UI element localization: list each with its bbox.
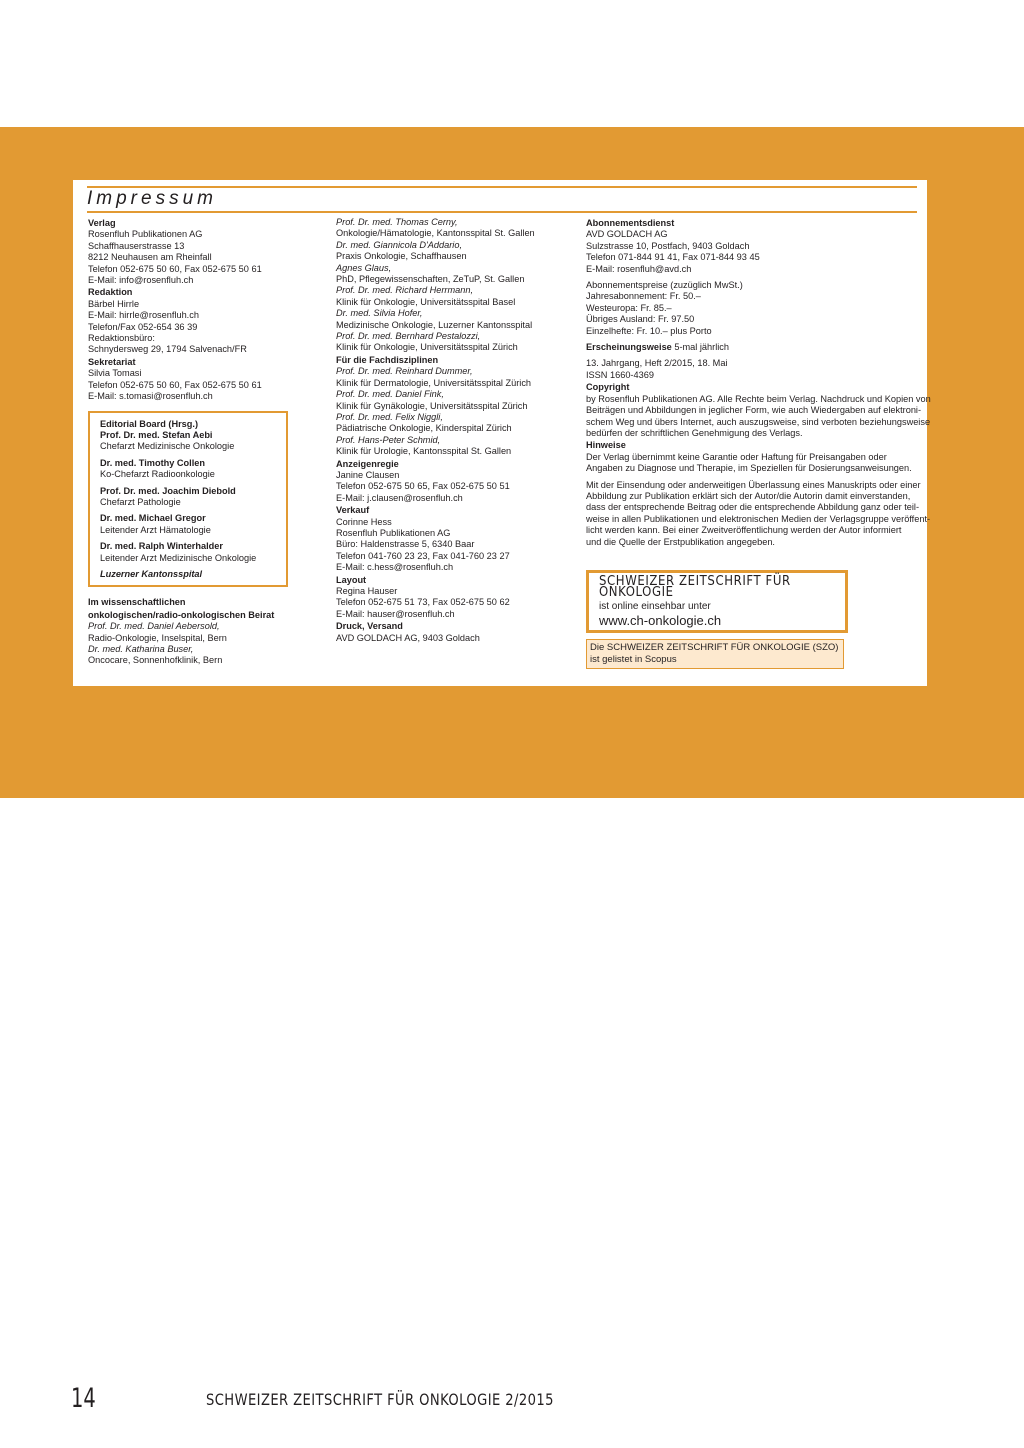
section-heading: Für die Fachdisziplinen bbox=[336, 354, 439, 365]
board-member-name: Prof. Dr. med. Joachim Diebold bbox=[100, 485, 236, 496]
section-heading: Anzeigenregie bbox=[336, 458, 399, 469]
person-name: Prof. Dr. med. Daniel Aebersold, bbox=[88, 621, 220, 632]
person-name: Dr. med. Katharina Buser, bbox=[88, 644, 194, 654]
person-name: Dr. med. Silvia Hofer, bbox=[336, 308, 423, 319]
person-name: Dr. med. Giannicola D'Addario, bbox=[336, 239, 463, 250]
board-member bbox=[100, 430, 276, 453]
impressum-title: Impressum bbox=[87, 188, 217, 209]
info-line: Klinik für Dermatologie, Universitätsspital Zürich bbox=[336, 377, 532, 388]
info-line: E-Mail: j.clausen@rosenfluh.ch bbox=[336, 492, 463, 503]
scopus-line-2: ist gelistet in Scopus bbox=[590, 653, 677, 665]
info-line: Angaben zu Diagnose und Therapie, im Speziellen für Dosierungsanweisungen. bbox=[586, 463, 912, 474]
section-heading: Redaktion bbox=[88, 287, 133, 298]
column-middle bbox=[336, 217, 571, 644]
section-heading: Druck, Versand bbox=[336, 621, 403, 632]
info-line: E-Mail: rosenfluh@avd.ch bbox=[586, 263, 692, 274]
info-line: Pädiatrische Onkologie, Kinderspital Zürich bbox=[336, 423, 512, 434]
info-line: Sulzstrasse 10, Postfach, 9403 Goldach bbox=[586, 240, 750, 251]
info-line: Corinne Hess bbox=[336, 516, 392, 527]
section-heading: Verkauf bbox=[336, 505, 370, 516]
board-member bbox=[100, 513, 276, 536]
info-line: Klinik für Gynäkologie, Universitätsspital Zürich bbox=[336, 400, 528, 411]
board-member-role: Leitender Arzt Hämatologie bbox=[100, 524, 211, 535]
info-line: Klinik für Onkologie, Universitätsspital Basel bbox=[336, 296, 516, 307]
info-line: Telefon 041-760 23 23, Fax 041-760 23 27 bbox=[336, 550, 510, 561]
person-name: Prof. Dr. med. Richard Herrmann, bbox=[336, 285, 474, 296]
section-heading: Erscheinungsweise bbox=[586, 342, 672, 353]
info-line: Jahresabonnement: Fr. 50.– bbox=[586, 291, 701, 302]
info-line: by Rosenfluh Publikationen AG. Alle Rechte beim Verlag. Nachdruck und Kopien von bbox=[586, 393, 931, 404]
board-member-role: Ko-Chefarzt Radioonkologie bbox=[100, 469, 215, 480]
board-member-name: Prof. Dr. med. Stefan Aebi bbox=[100, 429, 213, 440]
info-line: Praxis Onkologie, Schaffhausen bbox=[336, 251, 467, 262]
info-line: Büro: Haldenstrasse 5, 6340 Baar bbox=[336, 539, 475, 550]
info-line: E-Mail: hauser@rosenfluh.ch bbox=[336, 608, 455, 619]
running-title: SCHWEIZER ZEITSCHRIFT FÜR ONKOLOGIE 2/2015 bbox=[206, 1390, 554, 1409]
person-name: Prof. Dr. med. Daniel Fink, bbox=[336, 389, 444, 400]
column-left bbox=[88, 217, 318, 667]
person-name: Agnes Glaus, bbox=[336, 262, 392, 273]
board-member-name: Dr. med. Ralph Winterhalder bbox=[100, 541, 223, 552]
board-member-name: Dr. med. Michael Gregor bbox=[100, 513, 206, 524]
info-line: Bärbel Hirrle bbox=[88, 298, 140, 309]
person-name: Prof. Dr. med. Bernhard Pestalozzi, bbox=[336, 331, 481, 342]
scopus-line-1: Die SCHWEIZER ZEITSCHRIFT FÜR ONKOLOGIE (SZO) bbox=[590, 641, 839, 653]
info-line: Regina Hauser bbox=[336, 586, 398, 596]
info-line: Rosenfluh Publikationen AG bbox=[336, 527, 451, 538]
section-heading: Verlag bbox=[88, 218, 116, 228]
info-line: Telefon 052-675 50 65, Fax 052-675 50 51 bbox=[336, 481, 510, 492]
info-line: weise in allen Publikationen und elektronischen Medien der Verlagsgruppe veröffent- bbox=[586, 513, 931, 524]
title-rule bbox=[87, 211, 917, 213]
board-member-role: Chefarzt Medizinische Onkologie bbox=[100, 441, 235, 452]
info-line: 13. Jahrgang, Heft 2/2015, 18. Mai bbox=[586, 358, 728, 369]
info-line: Abbildung zur Publikation erklärt sich der Autor/die Autorin damit einverstanden, bbox=[586, 490, 911, 501]
info-line: Telefon/Fax 052-654 36 39 bbox=[88, 321, 198, 332]
info-line: AVD GOLDACH AG, 9403 Goldach bbox=[336, 632, 480, 643]
board-member-role: Leitender Arzt Medizinische Onkologie bbox=[100, 552, 257, 563]
column-right bbox=[586, 217, 931, 669]
board-member bbox=[100, 486, 276, 509]
info-line: Oncocare, Sonnenhofklinik, Bern bbox=[88, 655, 223, 666]
info-line: Radio-Onkologie, Inselspital, Bern bbox=[88, 632, 227, 643]
info-line: Telefon 071-844 91 41, Fax 071-844 93 45 bbox=[586, 252, 760, 263]
info-line: 8212 Neuhausen am Rheinfall bbox=[88, 252, 212, 263]
board-member bbox=[100, 458, 276, 481]
info-line: PhD, Pflegewissenschaften, ZeTuP, St. Gallen bbox=[336, 274, 525, 285]
info-line: Westeuropa: Fr. 85.– bbox=[586, 302, 672, 313]
info-line: Klinik für Urologie, Kantonsspital St. Gallen bbox=[336, 446, 512, 457]
info-line: Schnydersweg 29, 1794 Salvenach/FR bbox=[88, 344, 247, 355]
info-line: Der Verlag übernimmt keine Garantie oder Haftung für Preisangaben oder bbox=[586, 451, 887, 462]
info-line: E-Mail: s.tomasi@rosenfluh.ch bbox=[88, 391, 213, 402]
board-member bbox=[100, 541, 276, 564]
info-line: AVD GOLDACH AG bbox=[586, 229, 668, 240]
info-line: Telefon 052-675 50 60, Fax 052-675 50 61 bbox=[88, 379, 262, 390]
info-line: Telefon 052-675 50 60, Fax 052-675 50 61 bbox=[88, 263, 262, 274]
board-member-role: Chefarzt Pathologie bbox=[100, 496, 181, 507]
online-note: ist online einsehbar unter bbox=[599, 600, 711, 612]
person-name: Prof. Hans-Peter Schmid, bbox=[336, 434, 441, 445]
editorial-board-box bbox=[88, 411, 288, 588]
info-line: Silvia Tomasi bbox=[88, 368, 142, 379]
info-line: Onkologie/Hämatologie, Kantonsspital St. Gallen bbox=[336, 228, 535, 239]
info-line: Rosenfluh Publikationen AG bbox=[88, 229, 203, 240]
info-line: Schaffhauserstrasse 13 bbox=[88, 240, 185, 251]
section-heading: Sekretariat bbox=[88, 356, 136, 367]
info-line: Einzelhefte: Fr. 10.– plus Porto bbox=[586, 325, 712, 336]
editorial-board-heading: Editorial Board (Hrsg.) bbox=[100, 418, 199, 429]
section-heading: Abonnementsdienst bbox=[586, 218, 675, 228]
info-line: Übriges Ausland: Fr. 97.50 bbox=[586, 314, 695, 325]
info-line: und die Quelle der Erstpublikation angegeben. bbox=[586, 536, 775, 547]
page-number: 14 bbox=[71, 1383, 96, 1414]
info-line: Redaktionsbüro: bbox=[88, 333, 155, 344]
info-line bbox=[586, 342, 926, 353]
board-member-name: Dr. med. Timothy Collen bbox=[100, 457, 205, 468]
section-heading: Layout bbox=[336, 574, 367, 585]
info-line: Medizinische Onkologie, Luzerner Kantonsspital bbox=[336, 319, 533, 330]
journal-name: SCHWEIZER ZEITSCHRIFT FÜR ONKOLOGIE bbox=[599, 573, 791, 601]
info-line: E-Mail: info@rosenfluh.ch bbox=[88, 275, 194, 286]
info-line: Abonnementspreise (zuzüglich MwSt.) bbox=[586, 280, 743, 291]
section-heading: Hinweise bbox=[586, 440, 626, 451]
info-line: E-Mail: hirrle@rosenfluh.ch bbox=[88, 310, 199, 321]
info-line: ISSN 1660-4369 bbox=[586, 369, 654, 380]
person-name: Prof. Dr. med. Felix Niggli, bbox=[336, 411, 443, 422]
info-line: bedürfen der schriftlichen Genehmigung des Verlags. bbox=[586, 427, 803, 438]
info-line: schem Weg und übers Internet, auch auszugsweise, sind verboten beziehungsweise bbox=[586, 416, 931, 427]
scopus-box bbox=[586, 639, 844, 669]
info-value: 5-mal jährlich bbox=[671, 342, 729, 353]
section-heading: onkologischen/radio-onkologischen Beirat bbox=[88, 609, 275, 620]
info-line: Beiträgen und Abbildungen in jeglicher Form, wie auch Wiedergaben auf elektroni- bbox=[586, 405, 922, 416]
journal-url-link[interactable]: www.ch-onkologie.ch bbox=[599, 613, 722, 629]
section-heading: Copyright bbox=[586, 382, 630, 393]
info-line: E-Mail: c.hess@rosenfluh.ch bbox=[336, 562, 454, 573]
info-line: licht werden kann. Bei einer Zweitveröffentlichung werden der Autor informiert bbox=[586, 525, 902, 536]
info-line: Janine Clausen bbox=[336, 469, 400, 480]
impressum-panel bbox=[73, 180, 931, 686]
editorial-board-footer: Luzerner Kantonsspital bbox=[100, 568, 203, 579]
online-box bbox=[586, 570, 848, 633]
info-line: Telefon 052-675 51 73, Fax 052-675 50 62 bbox=[336, 597, 510, 608]
info-line: dass der entsprechende Beitrag oder die entsprechende Abbildung ganz oder teil- bbox=[586, 502, 920, 513]
person-name: Prof. Dr. med. Thomas Cerny, bbox=[336, 217, 458, 227]
section-heading: Im wissenschaftlichen bbox=[88, 597, 186, 608]
info-line: Klinik für Onkologie, Universitätsspital Zürich bbox=[336, 342, 518, 353]
info-line: Mit der Einsendung oder anderweitigen Überlassung eines Manuskripts oder einer bbox=[586, 479, 921, 490]
person-name: Prof. Dr. med. Reinhard Dummer, bbox=[336, 366, 473, 377]
